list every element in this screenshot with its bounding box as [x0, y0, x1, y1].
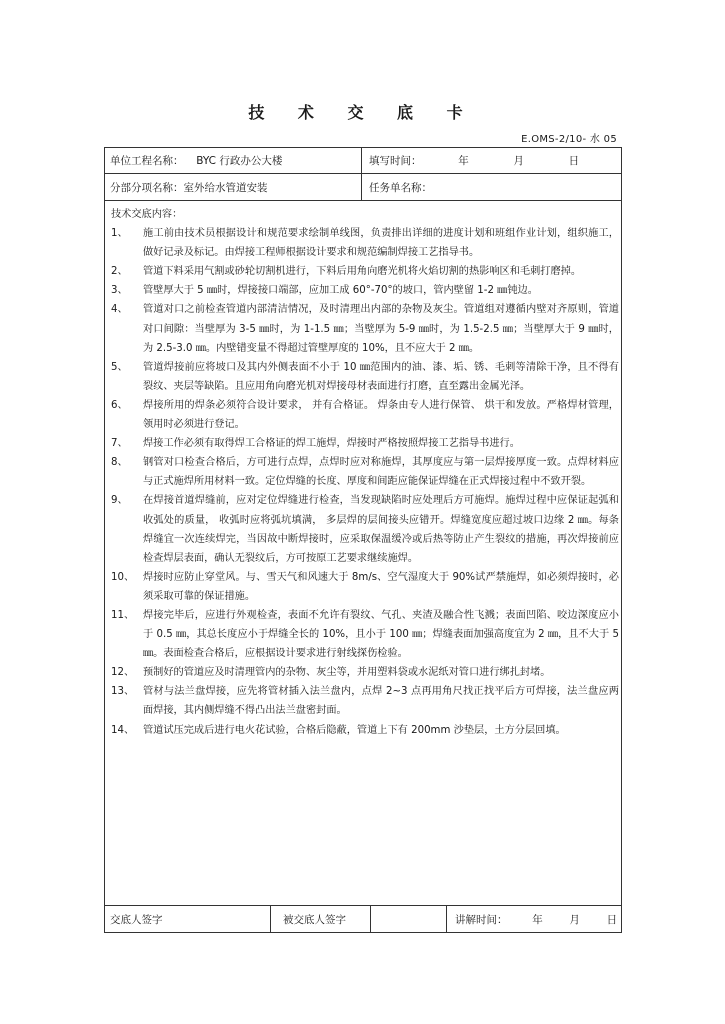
lecture-time-label: 讲解时间：: [455, 914, 508, 926]
document-title: 技 术 交 底 卡: [248, 103, 477, 122]
item-number: 10、: [111, 571, 135, 583]
document-code: E.OMS-2/10- 水 05: [521, 134, 617, 145]
item-text: 预制好的管道应及时清理管内的杂物、灰尘等，并用塑料袋或水泥纸对管口进行绑扎封堵。: [143, 667, 551, 679]
lecture-time-month: 月: [569, 914, 580, 926]
item-number: 1、: [111, 228, 128, 240]
item-number: 2、: [111, 266, 128, 278]
list-item: [109, 453, 619, 491]
sub-item-label: 分部分项名称：: [110, 182, 184, 194]
item-number: 3、: [111, 285, 128, 297]
list-item: [109, 224, 619, 262]
item-number: 4、: [111, 304, 128, 316]
sub-item-field: [110, 180, 268, 195]
list-item: [109, 606, 619, 663]
fill-time-field: [369, 153, 579, 168]
divider: [104, 905, 621, 906]
list-item: [109, 682, 619, 720]
item-text: 焊接工作必须有取得焊工合格证的焊工施焊，焊接时严格按照焊接工艺指导书进行。: [143, 438, 520, 450]
list-item: [109, 663, 619, 682]
item-number: 6、: [111, 399, 128, 411]
item-text: 在焊接首道焊缝前，应对定位焊缝进行检查，当发现缺陷时应处理后方可施焊。施焊过程中应保证起弧和收弧处的质量， 收弧时应将弧坑填满， 多层焊的层间接头应错开。焊缝宽度应超过坡口边缘 2 ㎜。每条焊缝宜一次连续焊完，当因故中断焊接时，应采取保温缓冷或后热等防止产生裂纹的措施，再次焊接前应检查焊层表面，确认无裂纹后，方可按原工艺要求继续施焊。: [143, 495, 619, 564]
divider: [104, 200, 621, 201]
divider: [104, 173, 621, 174]
item-number: 5、: [111, 361, 128, 373]
list-item: [109, 300, 619, 357]
item-text: 施工前由技术员根据设计和规范要求绘制单线图，负责排出详细的进度计划和班组作业计划，组织施工，做好记录及标记。由焊接工程师根据设计要求和规范编制焊接工艺指导书。: [143, 228, 619, 259]
item-number: 8、: [111, 457, 128, 469]
lecture-time-field: [455, 912, 617, 927]
sub-item-value: 室外给水管道安装: [183, 182, 268, 194]
unit-project-label: 单位工程名称：: [110, 155, 184, 167]
lecture-time-day: 日: [606, 914, 618, 926]
receiver-signature-label: 被交底人签字: [283, 914, 346, 926]
item-number: 11、: [111, 609, 135, 621]
list-item: [109, 491, 619, 567]
unit-project-field: [110, 153, 282, 168]
list-item: [109, 568, 619, 606]
divider: [270, 905, 271, 932]
list-item: [109, 434, 619, 453]
divider: [361, 147, 362, 200]
item-number: 12、: [111, 667, 135, 679]
list-item: [109, 358, 619, 396]
task-name-field: [369, 180, 432, 195]
list-item: [109, 396, 619, 434]
item-text: 管道下料采用气割或砂轮切割机进行，下料后用角向磨光机将火焰切割的热影响区和毛刺打磨掉。: [143, 266, 582, 278]
divider: [370, 905, 371, 932]
divider: [446, 905, 447, 932]
item-number: 14、: [111, 724, 135, 736]
item-number: 13、: [111, 686, 135, 698]
item-text: 管道焊接前应将坡口及其内外侧表面不小于 10 ㎜范围内的油、漆、垢、锈、毛刺等清除干净，且不得有裂纹、夹层等缺陷。且应用角向磨光机对焊接母材表面进行打磨，直至露出金属光泽。: [143, 361, 619, 392]
item-text: 钢管对口检查合格后，方可进行点焊，点焊时应对称施焊，其厚度应与第一层焊接厚度一致。点焊材料应与正式施焊所用材料一致。定位焊缝的长度、厚度和间距应能保证焊缝在正式焊接过程中不致开裂。: [143, 457, 619, 488]
item-text: 焊接完毕后，应进行外观检查，表面不允许有裂纹、气孔、夹渣及融合性飞溅；表面凹陷、咬边深度应小于 0.5 ㎜，其总长度应小于焊缝全长的 10%，且小于 100 ㎜；焊缝表面加强高度宜为 2 ㎜，且不大于 5 ㎜。表面检查合格后，应根据设计要求进行射线探伤检验。: [143, 609, 619, 660]
discloser-signature-label: 交底人签字: [110, 914, 163, 926]
list-item: [109, 262, 619, 281]
fill-time-month: 月: [513, 155, 524, 167]
item-text: 焊接时应防止穿堂风。与、雪天气和风速大于 8m/s、空气湿度大于 90%试严禁施焊，如必须焊接时，必须采取可靠的保证措施。: [143, 571, 619, 602]
item-number: 9、: [111, 495, 128, 507]
item-number: 7、: [111, 438, 128, 450]
item-text: 管道对口之前检查管道内部清洁情况，及时清理出内部的杂物及灰尘。管道组对遵循内壁对齐原则，管道对口间隙：当壁厚为 3-5 ㎜时，为 1-1.5 ㎜；当壁厚为 5-9 ㎜时，为 1.5-2.5 ㎜；当壁厚大于 9 ㎜时，为 2.5-3.0 ㎜。内壁错变量不得超过管壁厚度的 10%，且不应大于 2 ㎜。: [143, 304, 619, 354]
item-text: 焊接所用的焊条必须符合设计要求， 并有合格证。 焊条由专人进行保管、 烘干和发放。严格焊材管理，领用时必须进行登记。: [143, 399, 619, 431]
item-text: 管壁厚大于 5 ㎜时，焊接接口端部，应加工成 60°-70°的坡口，管内壁留 1-2 ㎜钝边。: [143, 285, 538, 297]
content-heading: 技术交底内容：: [111, 209, 183, 220]
task-name-label: 任务单名称：: [369, 182, 432, 194]
item-text: 管材与法兰盘焊接，应先将管材插入法兰盘内，点焊 2~3 点再用角尺找正找平后方可焊接，法兰盘应两面焊接，其内侧焊缝不得凸出法兰盘密封面。: [143, 686, 619, 717]
lecture-time-year: 年: [532, 914, 543, 926]
unit-project-value: BYC 行政办公大楼: [196, 155, 283, 167]
disclosure-content: [109, 205, 619, 740]
fill-time-label: 填写时间：: [369, 155, 422, 167]
list-item: [109, 721, 619, 740]
list-item: [109, 281, 619, 300]
fill-time-year: 年: [458, 155, 469, 167]
item-text: 管道试压完成后进行电火花试验，合格后隐蔽，管道上下有 200mm 沙垫层，土方分层回填。: [143, 724, 566, 736]
fill-time-day: 日: [568, 155, 580, 167]
